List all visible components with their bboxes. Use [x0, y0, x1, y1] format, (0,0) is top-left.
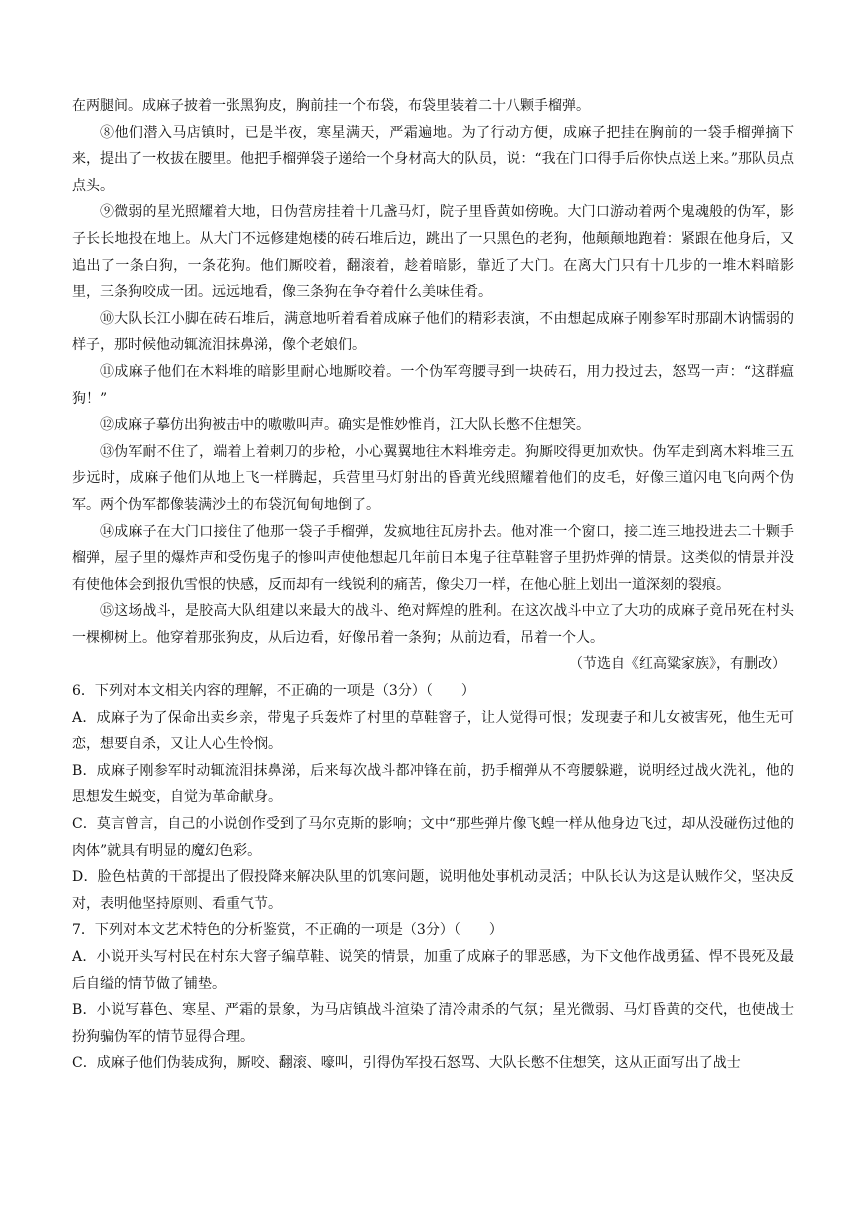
option-a: A．小说开头写村民在村东大窨子编草鞋、说笑的情景，加重了成麻子的罪恶感，为下文他作战勇猛、悍不畏死及最后自缢的情节做了铺垫。 [72, 949, 794, 992]
passage-paragraph: ⑫成麻子摹仿出狗被击中的嗷嗷叫声。确实是惟妙惟肖，江大队长憋不住想笑。 [100, 417, 590, 434]
passage-paragraph: ⑪成麻子他们在木料堆的暗影里耐心地厮咬着。一个伪军弯腰寻到一块砖石，用力投过去，怒骂一声：“这群瘟狗！” [72, 363, 794, 407]
question-6 [72, 678, 794, 917]
question-7 [72, 917, 794, 1077]
option-b: B．成麻子刚参军时动辄流泪抹鼻涕，后来每次战斗都冲锋在前，扔手榴弹从不弯腰躲避，说明经过战火洗礼，他的思想发生蜕变，自觉为革命献身。 [72, 762, 794, 806]
passage-paragraph: ⑭成麻子在大门口接住了他那一袋子手榴弹，发疯地往瓦房扑去。他对准一个窗口，接二连三地投进去二十颗手榴弹，屋子里的爆炸声和受伤鬼子的惨叫声使他想起几年前日本鬼子往草鞋窨子里扔炸弹的情景。这类似的情景并没有使他体会到报仇雪恨的快感，反而却有一线锐利的痛苦，像尖刀一样，在他心脏上划出一道深刻的裂痕。 [72, 523, 794, 593]
option-b: B．小说写暮色、寒星、严霜的景象，为马店镇战斗渲染了清冷肃杀的气氛；星光微弱、马灯昏黄的交代，也使战士扮狗骗伪军的情节显得合理。 [72, 1002, 794, 1045]
source-citation: （节选自《红高粱家族》，有删改） [569, 656, 786, 673]
option-c: C．莫言曾言，自己的小说创作受到了马尔克斯的影响；文中“那些弹片像飞蝗一样从他身边飞过，却从没碰伤过他的肉体”就具有明显的魔幻色彩。 [72, 816, 794, 859]
option-c: C．成麻子他们伪装成狗，厮咬、翻滚、嚎叫，引得伪军投石怒骂、大队长憋不住想笑，这从正面写出了战士 [72, 1055, 741, 1072]
option-a: A．成麻子为了保命出卖乡亲，带鬼子兵轰炸了村里的草鞋窨子，让人觉得可恨；发现妻子和儿女被害死，他生无可恋，想要自杀，又让人心生怜悯。 [72, 709, 794, 753]
passage-paragraph: ⑧他们潜入马店镇时，已是半夜，寒星满天，严霜遍地。为了行动方便，成麻子把挂在胸前的一袋手榴弹摘下来，提出了一枚拔在腰里。他把手榴弹袋子递给一个身材高大的队员，说：“我在门口得手后你快点送上来。”那队员点点头。 [72, 124, 794, 194]
question-stem: 6．下列对本文相关内容的理解，不正确的一项是（3分）（ ） [72, 683, 475, 700]
question-stem: 7．下列对本文艺术特色的分析鉴赏，不正确的一项是（3分）（ ） [72, 922, 503, 939]
passage-paragraph: 在两腿间。成麻子披着一张黑狗皮，胸前挂一个布袋，布袋里装着二十八颗手榴弹。 [72, 98, 590, 114]
option-d: D．脸色枯黄的干部提出了假投降来解决队里的饥寒问题，说明他处事机动灵活；中队长认为这是认贼作父，坚决反对，表明他坚持原则、看重气节。 [72, 869, 794, 912]
document-page [72, 93, 794, 1077]
passage-paragraph: ⑮这场战斗，是胶高大队组建以来最大的战斗、绝对辉煌的胜利。在这次战斗中立了大功的成麻子竟吊死在村头一棵柳树上。他穿着那张狗皮，从后边看，好像吊着一条狗；从前边看，吊着一个人。 [72, 603, 794, 646]
passage-paragraph: ⑨微弱的星光照耀着大地，日伪营房挂着十几盏马灯，院子里昏黄如傍晚。大门口游动着两个鬼魂般的伪军，影子长长地投在地上。从大门不远修建炮楼的砖石堆后边，跳出了一只黑色的老狗，他颠颠地跑着：紧跟在他身后，又追出了一条白狗，一条花狗。他们厮咬着，翻滚着，趁着暗影，靠近了大门。在离大门只有十几步的一堆木料暗影里，三条狗咬成一团。远远地看，像三条狗在争夺着什么美味佳肴。 [72, 204, 794, 301]
passage-paragraph: ⑩大队长江小脚在砖石堆后，满意地听着看着成麻子他们的精彩表演，不由想起成麻子刚参军时那副木讷懦弱的样子，那时候他动辄流泪抹鼻涕，像个老娘们。 [72, 310, 794, 354]
passage-paragraph: ⑬伪军耐不住了，端着上着刺刀的步枪，小心翼翼地往木料堆旁走。狗厮咬得更加欢快。伪军走到离木料堆三五步远时，成麻子他们从地上飞一样腾起，兵营里马灯射出的昏黄光线照耀着他们的皮毛，好像三道闪电飞向两个伪军。两个伪军都像装满沙土的布袋沉甸甸地倒了。 [72, 443, 794, 513]
passage [72, 93, 794, 678]
